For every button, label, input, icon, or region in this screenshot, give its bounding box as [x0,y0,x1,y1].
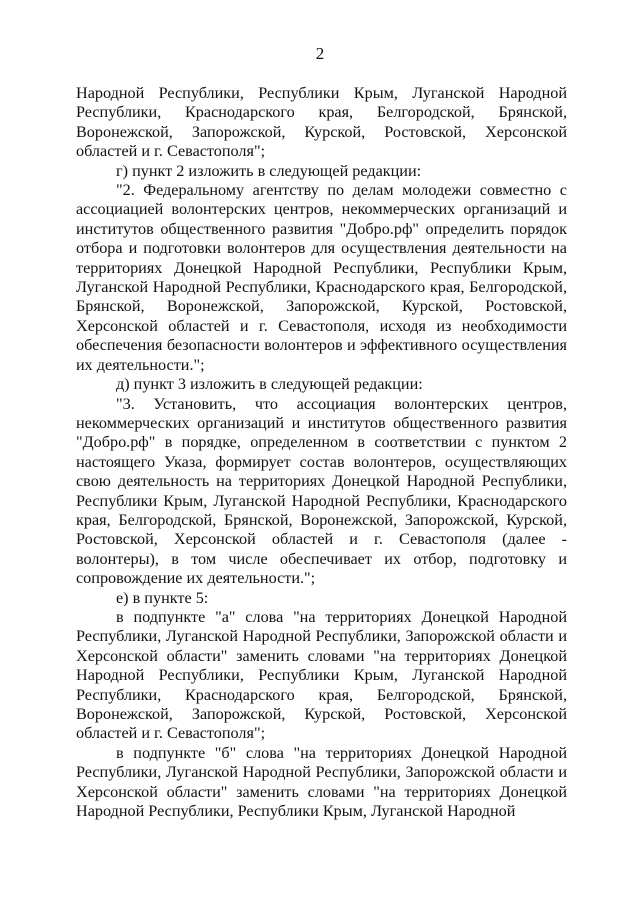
paragraph-item-g: г) пункт 2 изложить в следующей редакции: [116,161,422,180]
document-body [76,84,567,821]
paragraph-item-e: е) в пункте 5: [116,588,209,607]
paragraph-item-d: д) пункт 3 изложить в следующей редакции: [116,375,423,394]
paragraph-point-2: "2. Федеральному агентству по делам молодежи совместно с ассоциацией волонтерских центров, некоммерческих организаций и институтов общественного развития "Добро.рф" определить порядок отбора и подготовки волонтеров для осуществления деятельности на территориях Донецкой Народной Республики, Республики Крым, Луганской Народной Республики, Краснодарского края, Белгородской, Брянской, Воронежской, Запорожской, Курской, Ростовской, Херсонской областей и г. Севастополя, исходя из необходимости обеспечения безопасности волонтеров и эффективного осуществления их деятельности."; [76,181,567,374]
paragraph-point-3: "3. Установить, что ассоциация волонтерских центров, некоммерческих организаций и институтов общественного развития "Добро.рф" в порядке, определенном в соответствии с пунктом 2 настоящего Указа, формирует состав волонтеров, осуществляющих свою деятельность на территориях Донецкой Народной Республики, Республики Крым, Луганской Народной Республики, Краснодарского края, Белгородской, Брянской, Воронежской, Запорожской, Курской, Ростовской, Херсонской областей и г. Севастополя (далее - волонтеры), в том числе обеспечивает их отбор, подготовку и сопровождение их деятельности."; [76,394,567,588]
paragraph-continuation: Народной Республики, Республики Крым, Луганской Народной Республики, Краснодарского края, Белгородской, Брянской, Воронежской, Запорожской, Курской, Ростовской, Херсонской областей и г. Севастополя"; [76,84,567,161]
paragraph-subitem-b: в подпункте "б" слова "на территориях Донецкой Народной Республики, Луганской Народной Республики, Запорожской области и Херсонской области" заменить словами "на территориях Донецкой Народной Республики, Республики Крым, Луганской Народной [76,743,567,821]
page-number: 2 [315,44,325,63]
paragraph-subitem-a: в подпункте "а" слова "на территориях Донецкой Народной Республики, Луганской Народной Республики, Запорожской области и Херсонской области" заменить словами "на территориях Донецкой Народной Республики, Республики Крым, Луганской Народной Республики, Краснодарского края, Белгородской, Брянской, Воронежской, Запорожской, Курской, Ростовской, Херсонской областей и г. Севастополя"; [76,607,567,743]
